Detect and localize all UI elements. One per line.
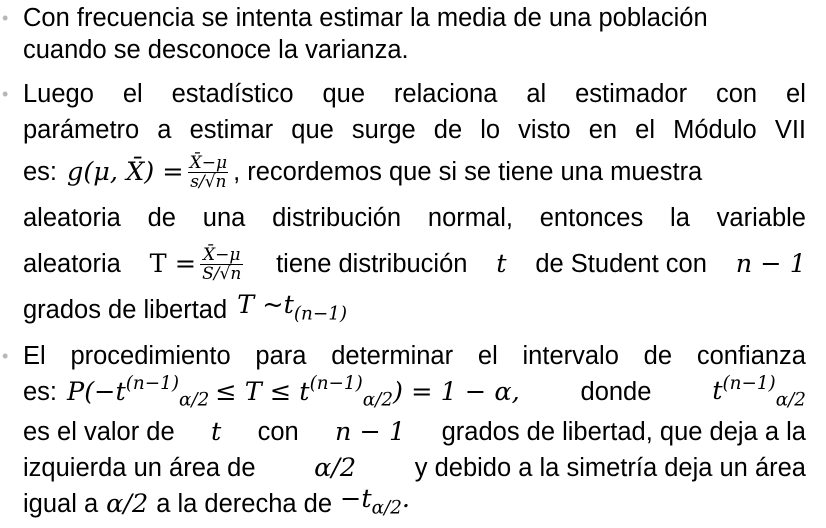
p3-line2	[23, 374, 806, 410]
neg-t-sub: α/2	[371, 497, 402, 519]
fraction-g-numerator: X̄−μ	[189, 152, 228, 173]
p3-line3	[23, 414, 806, 450]
p2-line6	[23, 292, 806, 328]
eq-one-alpha: ) = 1 − α,	[393, 377, 520, 407]
fraction-T	[200, 246, 243, 283]
p2-line1-word: el	[122, 80, 143, 108]
p2-line5-a: aleatoria	[23, 250, 121, 278]
g-expression: g(μ, X̄) =	[67, 157, 184, 187]
p2-line1	[23, 76, 806, 112]
p2-line1-word: estadístico	[171, 80, 294, 108]
p2-line4	[23, 200, 806, 236]
t-critical-base: t	[712, 375, 723, 406]
p2-line3	[23, 154, 806, 190]
p2-line1-word: al	[526, 80, 547, 108]
p2-line2	[23, 112, 806, 148]
p2-line3-text: , recordemos que si se tiene una muestra	[233, 158, 703, 186]
T-dist-sub: (n−1)	[293, 303, 348, 325]
p2-line1-word: que	[322, 80, 365, 108]
p2-line1-word: relaciona	[393, 80, 498, 108]
p2-line5	[23, 246, 806, 282]
p2-line4-text: aleatoria de una distribución normal, entonces la variable	[23, 204, 806, 232]
p3-line4-b: y debido a la simetría deja un área	[414, 454, 806, 482]
neg-t-alpha2	[340, 481, 410, 526]
probability-expression	[23, 366, 520, 419]
p3-line2-donde: donde	[580, 378, 652, 406]
p3-line1-text: El procedimiento para determinar el intervalo de confianza	[23, 342, 806, 370]
p3-line3-a: es el valor de	[23, 418, 175, 446]
t-critical-sub: α/2	[775, 389, 806, 411]
t-critical-sup: (n−1)	[722, 372, 776, 394]
fraction-T-numerator: X̄−μ	[203, 244, 241, 265]
sub-upper: α/2	[362, 389, 394, 411]
p3-line3-c: grados de libertad, que deja a la	[441, 418, 806, 446]
t-symbol-2: t	[211, 417, 222, 447]
T-eq: T =	[149, 249, 197, 279]
p2-line5-b: tiene distribución	[276, 250, 468, 278]
p2-line1-word: estimador	[575, 80, 688, 108]
T-dist-text: T ~t	[237, 290, 294, 321]
sup-lower: (n−1)	[125, 372, 179, 394]
bullet-2: •	[2, 84, 9, 104]
neg-t-base: −t	[340, 484, 372, 515]
p3-line4	[23, 450, 806, 486]
period: .	[401, 484, 411, 515]
fraction-g-denominator: s/√n	[190, 171, 227, 192]
fraction-T-denominator: S/√n	[202, 263, 242, 284]
interval-lower	[126, 366, 209, 419]
sub-lower: α/2	[178, 389, 210, 411]
sup-upper: (n−1)	[309, 372, 363, 394]
p3-line5-a: igual a	[23, 490, 99, 518]
p2-line6-text: grados de libertad	[23, 296, 228, 324]
es-label-2: es:	[23, 378, 58, 406]
t-symbol: t	[496, 249, 507, 279]
interval-upper	[310, 366, 393, 419]
p3-line5-b: a la derecha de	[156, 490, 333, 518]
fraction-g	[188, 154, 229, 191]
p2-line1-word: el	[786, 80, 806, 108]
p2-line2-text: parámetro a estimar que surge de lo visto en el Módulo VII	[23, 116, 806, 144]
P-expr: P(−t	[67, 377, 126, 407]
bullet-1: •	[2, 8, 9, 28]
n-minus-1: n − 1	[735, 249, 806, 279]
bullet-3: •	[2, 346, 9, 366]
leq-T-leq: ≤ T ≤ t	[215, 377, 310, 407]
p2-line5-c: de Student con	[535, 250, 707, 278]
T-definition	[150, 246, 248, 283]
p3-line3-b: con	[257, 418, 299, 446]
p2-line1-word: con	[716, 80, 758, 108]
p3-line5	[23, 486, 806, 522]
p3-line4-a: izquierda un área de	[23, 454, 256, 482]
p2-line1-word: Luego	[23, 80, 94, 108]
alpha-over-2-b: α/2	[106, 489, 149, 519]
p1-line2: cuando se desconoce la varianza.	[23, 36, 409, 64]
T-distribution	[237, 287, 347, 332]
es-label: es:	[23, 158, 58, 186]
alpha-over-2: α/2	[314, 453, 357, 483]
n-minus-1-2: n − 1	[335, 417, 406, 447]
p1-line1: Con frecuencia se intenta estimar la media de una población	[23, 4, 708, 32]
t-critical	[712, 366, 806, 419]
